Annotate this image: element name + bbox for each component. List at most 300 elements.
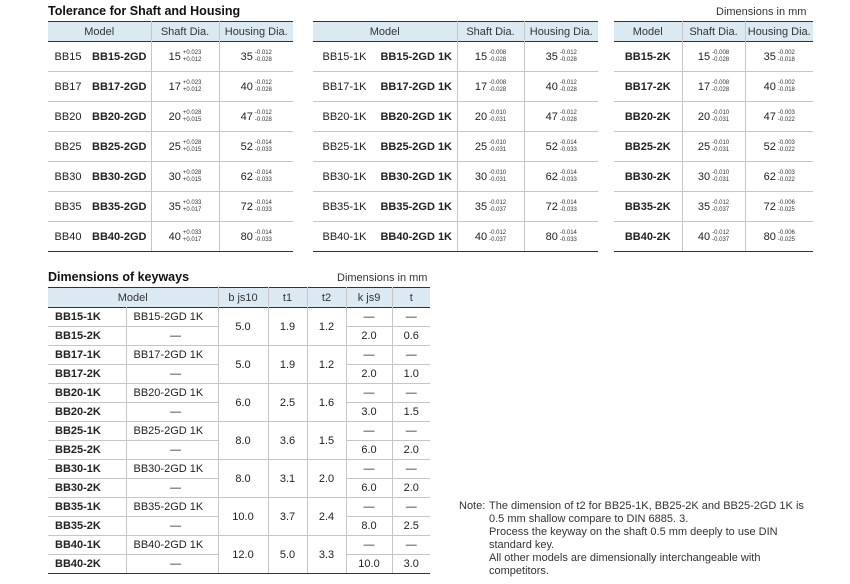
- table-row: [48, 102, 293, 132]
- table-row: [313, 132, 598, 162]
- dimension-with-tolerance: [241, 50, 272, 64]
- dimension-with-tolerance: [241, 80, 272, 94]
- lower-tolerance: +0.012: [182, 86, 202, 93]
- upper-tolerance: -0.006: [777, 229, 795, 236]
- shaft-dia-cell: [457, 132, 524, 162]
- t1-value: 3.7: [268, 498, 307, 536]
- nominal-value: 35: [545, 50, 558, 63]
- lower-tolerance: -0.037: [489, 236, 507, 243]
- lower-tolerance: -0.028: [559, 86, 577, 93]
- lower-tolerance: -0.033: [559, 206, 577, 213]
- nominal-value: 35: [168, 200, 181, 213]
- lower-tolerance: -0.037: [712, 236, 730, 243]
- dimension-with-tolerance: [169, 230, 202, 244]
- shaft-dia-cell: [151, 102, 219, 132]
- housing-dia-cell: [745, 42, 813, 72]
- model-code-bold: BB17-2GD: [88, 72, 151, 102]
- dimension-with-tolerance: [241, 200, 272, 214]
- footnote: [459, 500, 829, 578]
- lower-tolerance: -0.028: [712, 86, 730, 93]
- upper-tolerance: -0.010: [489, 169, 507, 176]
- tolerance-stack: [489, 140, 506, 154]
- dimension-with-tolerance: [475, 170, 506, 184]
- upper-tolerance: -0.003: [777, 109, 795, 116]
- model-code-bold: BB35-1K: [48, 498, 126, 517]
- nominal-value: 40: [697, 230, 711, 243]
- lower-tolerance: -0.028: [254, 86, 272, 93]
- tolerance-units: Dimensions in mm: [716, 6, 807, 18]
- shaft-dia-cell: [457, 222, 524, 252]
- model-code-bold: BB30-2GD: [88, 162, 151, 192]
- tolerance-title: Tolerance for Shaft and Housing: [48, 4, 241, 18]
- table-row: [48, 422, 430, 441]
- lower-tolerance: +0.015: [182, 116, 202, 123]
- t1-value: 3.1: [268, 460, 307, 498]
- upper-tolerance: -0.012: [559, 109, 577, 116]
- model-code: BB40: [48, 222, 88, 252]
- dimension-with-tolerance: [546, 230, 577, 244]
- dimension-with-tolerance: [475, 50, 506, 64]
- model-code-alt: —: [126, 365, 218, 384]
- lower-tolerance: -0.028: [489, 86, 507, 93]
- nominal-value: 72: [545, 200, 558, 213]
- upper-tolerance: -0.008: [712, 79, 730, 86]
- lower-tolerance: +0.017: [182, 206, 202, 213]
- dimension-with-tolerance: [169, 140, 202, 154]
- table-row: [313, 162, 598, 192]
- tolerance-stack: [489, 200, 506, 214]
- housing-dia-cell: [219, 162, 293, 192]
- nominal-value: 25: [697, 140, 711, 153]
- upper-tolerance: -0.012: [712, 199, 730, 206]
- upper-tolerance: -0.008: [712, 49, 730, 56]
- model-code: BB17-1K: [313, 72, 376, 102]
- tolerance-stack: [489, 170, 506, 184]
- dimension-with-tolerance: [764, 140, 795, 154]
- k-js9-value: 3.0: [346, 403, 392, 422]
- k-js9-value: —: [346, 460, 392, 479]
- table-row: [48, 222, 293, 252]
- note-line: Process the keyway on the shaft 0.5 mm deeply to use DIN: [489, 526, 778, 538]
- t-value: 1.5: [392, 403, 430, 422]
- k-js9-value: 6.0: [346, 479, 392, 498]
- col-header-k-js9: k js9: [346, 288, 392, 308]
- lower-tolerance: +0.015: [182, 176, 202, 183]
- table-row: [313, 102, 598, 132]
- model-code-alt: —: [126, 441, 218, 460]
- tolerance-stack: [255, 230, 272, 244]
- tolerance-stack: [778, 230, 795, 244]
- model-code: BB30: [48, 162, 88, 192]
- note-line: competitors.: [489, 565, 549, 577]
- nominal-value: 72: [240, 200, 253, 213]
- note-line: All other models are dimensionally interchangeable with: [489, 552, 761, 564]
- table-row: [614, 162, 813, 192]
- model-code-bold: BB40-2GD 1K: [376, 222, 457, 252]
- nominal-value: 25: [168, 140, 181, 153]
- lower-tolerance: -0.033: [559, 176, 577, 183]
- upper-tolerance: -0.006: [777, 199, 795, 206]
- b-js10-value: 5.0: [218, 346, 268, 384]
- tolerance-stack: [712, 140, 729, 154]
- nominal-value: 20: [168, 110, 181, 123]
- upper-tolerance: -0.008: [489, 79, 507, 86]
- tolerance-stack: [183, 200, 202, 214]
- col-header-shaft-dia: Shaft Dia.: [682, 22, 745, 42]
- col-header-b-js10: b js10: [218, 288, 268, 308]
- b-js10-value: 10.0: [218, 498, 268, 536]
- dimension-with-tolerance: [698, 50, 729, 64]
- shaft-dia-cell: [151, 42, 219, 72]
- shaft-dia-cell: [457, 192, 524, 222]
- model-code-alt: BB35-2GD 1K: [126, 498, 218, 517]
- shaft-dia-cell: [457, 72, 524, 102]
- tolerance-stack: [183, 170, 202, 184]
- housing-dia-cell: [524, 162, 598, 192]
- dimension-with-tolerance: [698, 110, 729, 124]
- col-header-shaft-dia: Shaft Dia.: [151, 22, 219, 42]
- t-value: 2.0: [392, 441, 430, 460]
- lower-tolerance: -0.025: [777, 236, 795, 243]
- tolerance-stack: [778, 80, 795, 94]
- nominal-value: 52: [545, 140, 558, 153]
- model-code-bold: BB35-2GD 1K: [376, 192, 457, 222]
- upper-tolerance: +0.028: [182, 109, 202, 116]
- upper-tolerance: -0.008: [489, 49, 507, 56]
- nominal-value: 47: [545, 110, 558, 123]
- tolerance-stack: [778, 140, 795, 154]
- col-header-housing-dia: Housing Dia.: [524, 22, 598, 42]
- dimension-with-tolerance: [241, 170, 272, 184]
- b-js10-value: 8.0: [218, 422, 268, 460]
- tolerance-stack: [560, 50, 577, 64]
- tolerance-stack: [255, 80, 272, 94]
- shaft-dia-cell: [457, 102, 524, 132]
- upper-tolerance: -0.012: [254, 49, 272, 56]
- k-js9-value: —: [346, 422, 392, 441]
- lower-tolerance: -0.033: [559, 236, 577, 243]
- k-js9-value: 8.0: [346, 517, 392, 536]
- t-value: 1.0: [392, 365, 430, 384]
- table-row: [614, 132, 813, 162]
- lower-tolerance: -0.031: [712, 146, 730, 153]
- model-code: BB20: [48, 102, 88, 132]
- nominal-value: 35: [474, 200, 488, 213]
- nominal-value: 72: [763, 200, 776, 213]
- t2-value: 1.2: [307, 346, 346, 384]
- model-code-bold: BB25-2GD 1K: [376, 132, 457, 162]
- lower-tolerance: -0.022: [777, 176, 795, 183]
- b-js10-value: 12.0: [218, 536, 268, 574]
- table-row: [614, 72, 813, 102]
- note-label: Note:: [459, 500, 486, 512]
- upper-tolerance: -0.002: [777, 79, 795, 86]
- upper-tolerance: -0.014: [559, 139, 577, 146]
- housing-dia-cell: [524, 192, 598, 222]
- t-value: —: [392, 460, 430, 479]
- dimension-with-tolerance: [698, 80, 729, 94]
- lower-tolerance: -0.025: [777, 206, 795, 213]
- dimension-with-tolerance: [169, 200, 202, 214]
- tolerance-stack: [560, 80, 577, 94]
- lower-tolerance: -0.031: [712, 176, 730, 183]
- tolerance-stack: [560, 200, 577, 214]
- col-header-housing-dia: Housing Dia.: [745, 22, 813, 42]
- tolerance-stack: [778, 110, 795, 124]
- housing-dia-cell: [745, 132, 813, 162]
- model-code-alt: BB17-2GD 1K: [126, 346, 218, 365]
- upper-tolerance: -0.014: [254, 139, 272, 146]
- keyways-units: Dimensions in mm: [337, 272, 428, 284]
- model-code-alt: BB20-2GD 1K: [126, 384, 218, 403]
- model-code-bold: BB30-2K: [614, 162, 682, 192]
- dimension-with-tolerance: [764, 200, 795, 214]
- upper-tolerance: -0.012: [559, 79, 577, 86]
- tolerance-stack: [255, 140, 272, 154]
- shaft-dia-cell: [682, 132, 745, 162]
- model-code-bold: BB20-1K: [48, 384, 126, 403]
- table-row: [48, 132, 293, 162]
- t1-value: 3.6: [268, 422, 307, 460]
- tolerance-stack: [712, 230, 729, 244]
- table-row: [614, 222, 813, 252]
- t2-value: 3.3: [307, 536, 346, 574]
- nominal-value: 52: [240, 140, 253, 153]
- upper-tolerance: -0.003: [777, 169, 795, 176]
- tolerance-stack: [560, 230, 577, 244]
- col-header-model: Model: [614, 22, 682, 42]
- nominal-value: 20: [697, 110, 711, 123]
- t-value: —: [392, 498, 430, 517]
- table-row: [48, 72, 293, 102]
- t2-value: 2.4: [307, 498, 346, 536]
- t-value: —: [392, 308, 430, 327]
- table-row: [48, 162, 293, 192]
- shaft-dia-cell: [682, 192, 745, 222]
- nominal-value: 47: [240, 110, 253, 123]
- k-js9-value: —: [346, 308, 392, 327]
- model-code-bold: BB15-1K: [48, 308, 126, 327]
- nominal-value: 35: [697, 200, 711, 213]
- model-code-bold: BB25-1K: [48, 422, 126, 441]
- t-value: 0.6: [392, 327, 430, 346]
- k-js9-value: —: [346, 384, 392, 403]
- table-row: [48, 42, 293, 72]
- tolerance-stack: [778, 50, 795, 64]
- upper-tolerance: +0.028: [182, 139, 202, 146]
- tolerance-table-2k: [614, 21, 813, 252]
- tolerance-stack: [560, 170, 577, 184]
- lower-tolerance: -0.028: [489, 56, 507, 63]
- lower-tolerance: -0.018: [777, 86, 795, 93]
- lower-tolerance: -0.018: [777, 56, 795, 63]
- tolerance-stack: [183, 50, 202, 64]
- model-code: BB20-1K: [313, 102, 376, 132]
- nominal-value: 15: [168, 50, 181, 63]
- t2-value: 2.0: [307, 460, 346, 498]
- dimension-with-tolerance: [546, 170, 577, 184]
- lower-tolerance: -0.031: [489, 116, 507, 123]
- tolerance-stack: [778, 200, 795, 214]
- table-row: [48, 498, 430, 517]
- t-value: 2.5: [392, 517, 430, 536]
- table-row: [614, 102, 813, 132]
- model-code: BB40-1K: [313, 222, 376, 252]
- housing-dia-cell: [745, 222, 813, 252]
- nominal-value: 62: [763, 170, 776, 183]
- upper-tolerance: -0.014: [254, 169, 272, 176]
- model-code-bold: BB20-2K: [48, 403, 126, 422]
- tolerance-stack: [183, 110, 202, 124]
- nominal-value: 40: [168, 230, 181, 243]
- nominal-value: 20: [474, 110, 488, 123]
- housing-dia-cell: [745, 72, 813, 102]
- housing-dia-cell: [219, 42, 293, 72]
- tolerance-stack: [489, 80, 506, 94]
- t1-value: 2.5: [268, 384, 307, 422]
- tolerance-stack: [183, 80, 202, 94]
- model-code-bold: BB30-2K: [48, 479, 126, 498]
- housing-dia-cell: [524, 42, 598, 72]
- lower-tolerance: -0.033: [254, 236, 272, 243]
- k-js9-value: 10.0: [346, 555, 392, 574]
- dimension-with-tolerance: [169, 50, 202, 64]
- model-code-alt: —: [126, 517, 218, 536]
- tolerance-stack: [560, 110, 577, 124]
- model-code-bold: BB40-2GD: [88, 222, 151, 252]
- dimension-with-tolerance: [546, 200, 577, 214]
- dimension-with-tolerance: [698, 170, 729, 184]
- upper-tolerance: +0.028: [182, 169, 202, 176]
- shaft-dia-cell: [457, 42, 524, 72]
- model-code-bold: BB40-2K: [48, 555, 126, 574]
- housing-dia-cell: [524, 102, 598, 132]
- upper-tolerance: +0.033: [182, 229, 202, 236]
- model-code: BB17: [48, 72, 88, 102]
- housing-dia-cell: [745, 102, 813, 132]
- model-code: BB35-1K: [313, 192, 376, 222]
- shaft-dia-cell: [457, 162, 524, 192]
- upper-tolerance: -0.010: [489, 109, 507, 116]
- t1-value: 5.0: [268, 536, 307, 574]
- model-code-alt: BB15-2GD 1K: [126, 308, 218, 327]
- t1-value: 1.9: [268, 308, 307, 346]
- nominal-value: 40: [763, 80, 776, 93]
- nominal-value: 80: [763, 230, 776, 243]
- tolerance-stack: [489, 50, 506, 64]
- tolerance-stack: [183, 140, 202, 154]
- dimension-with-tolerance: [169, 170, 202, 184]
- model-code-bold: BB15-2K: [48, 327, 126, 346]
- housing-dia-cell: [524, 222, 598, 252]
- lower-tolerance: -0.028: [254, 56, 272, 63]
- k-js9-value: —: [346, 498, 392, 517]
- table-row: [614, 42, 813, 72]
- nominal-value: 15: [697, 50, 711, 63]
- upper-tolerance: -0.010: [712, 109, 730, 116]
- lower-tolerance: -0.028: [559, 116, 577, 123]
- dimension-with-tolerance: [764, 50, 795, 64]
- lower-tolerance: -0.033: [559, 146, 577, 153]
- nominal-value: 17: [474, 80, 488, 93]
- col-header-model: Model: [313, 22, 457, 42]
- model-code-bold: BB17-2K: [614, 72, 682, 102]
- col-header-t: t: [392, 288, 430, 308]
- tolerance-table-standard: [48, 21, 293, 252]
- dimension-with-tolerance: [241, 230, 272, 244]
- col-header-t2: t2: [307, 288, 346, 308]
- table-row: [48, 460, 430, 479]
- model-code: BB25: [48, 132, 88, 162]
- housing-dia-cell: [219, 132, 293, 162]
- model-code-bold: BB15-2K: [614, 42, 682, 72]
- upper-tolerance: -0.014: [254, 199, 272, 206]
- dimension-with-tolerance: [475, 140, 506, 154]
- lower-tolerance: -0.031: [489, 176, 507, 183]
- tolerance-stack: [560, 140, 577, 154]
- housing-dia-cell: [524, 72, 598, 102]
- t1-value: 1.9: [268, 346, 307, 384]
- nominal-value: 17: [697, 80, 711, 93]
- lower-tolerance: -0.037: [712, 206, 730, 213]
- model-code-bold: BB25-2GD: [88, 132, 151, 162]
- model-code: BB15: [48, 42, 88, 72]
- dimension-with-tolerance: [546, 50, 577, 64]
- upper-tolerance: -0.012: [712, 229, 730, 236]
- t2-value: 1.6: [307, 384, 346, 422]
- t-value: —: [392, 346, 430, 365]
- col-header-housing-dia: Housing Dia.: [219, 22, 293, 42]
- col-header-t1: t1: [268, 288, 307, 308]
- b-js10-value: 8.0: [218, 460, 268, 498]
- housing-dia-cell: [524, 132, 598, 162]
- dimension-with-tolerance: [764, 170, 795, 184]
- upper-tolerance: -0.010: [489, 139, 507, 146]
- note-line: standard key.: [489, 539, 555, 551]
- upper-tolerance: -0.010: [712, 169, 730, 176]
- k-js9-value: —: [346, 346, 392, 365]
- upper-tolerance: -0.014: [254, 229, 272, 236]
- model-code-bold: BB17-2K: [48, 365, 126, 384]
- model-code-bold: BB40-2K: [614, 222, 682, 252]
- nominal-value: 40: [474, 230, 488, 243]
- nominal-value: 40: [240, 80, 253, 93]
- lower-tolerance: -0.033: [254, 206, 272, 213]
- upper-tolerance: +0.023: [182, 49, 202, 56]
- dimension-with-tolerance: [546, 80, 577, 94]
- k-js9-value: 6.0: [346, 441, 392, 460]
- table-row: [313, 72, 598, 102]
- upper-tolerance: -0.014: [559, 199, 577, 206]
- nominal-value: 30: [474, 170, 488, 183]
- model-code-bold: BB25-2K: [48, 441, 126, 460]
- model-code-bold: BB15-2GD 1K: [376, 42, 457, 72]
- t2-value: 1.2: [307, 308, 346, 346]
- table-row: [48, 192, 293, 222]
- table-row: [614, 192, 813, 222]
- housing-dia-cell: [219, 102, 293, 132]
- model-code-bold: BB17-1K: [48, 346, 126, 365]
- dimension-with-tolerance: [546, 140, 577, 154]
- keyways-title: Dimensions of keyways: [48, 270, 190, 284]
- dimension-with-tolerance: [241, 110, 272, 124]
- nominal-value: 30: [697, 170, 711, 183]
- upper-tolerance: -0.014: [559, 229, 577, 236]
- lower-tolerance: -0.033: [254, 146, 272, 153]
- table-row: [48, 536, 430, 555]
- shaft-dia-cell: [682, 42, 745, 72]
- model-code-bold: BB25-2K: [614, 132, 682, 162]
